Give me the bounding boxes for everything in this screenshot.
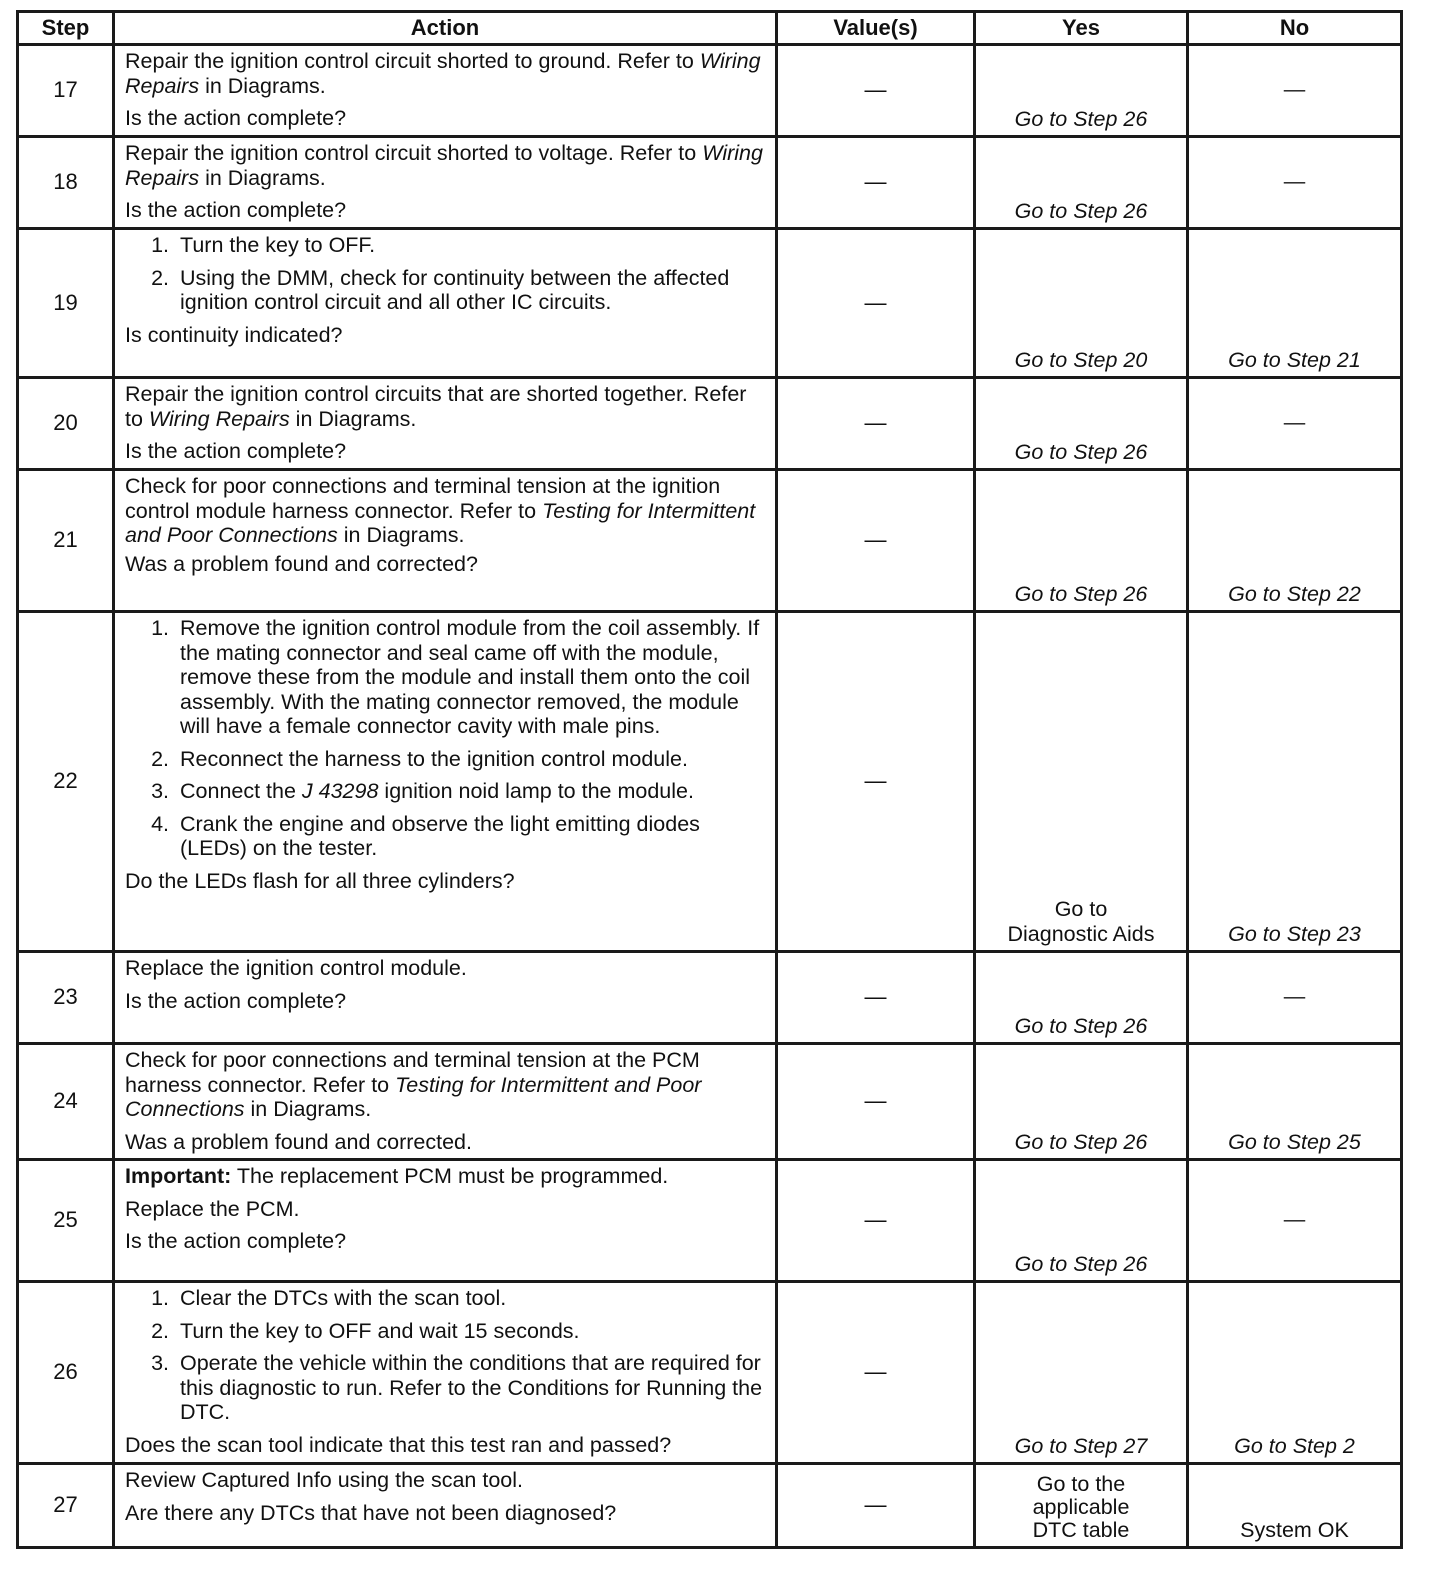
list-item: 2. Reconnect the harness to the ignition control module.: [151, 746, 688, 771]
list-item: 2. Using the DMM, check for continuity between the affected ignition control circuit and all other IC circuits.: [151, 265, 730, 314]
action-question: Do the LEDs flash for all three cylinders?: [125, 868, 515, 893]
action-text: Repair the ignition control circuits that are shorted together. Refer to Wiring Repairs in Diagrams.: [125, 382, 747, 431]
no-cell: Go to Step 23: [1188, 612, 1402, 952]
action-question: Does the scan tool indicate that this test ran and passed?: [125, 1432, 672, 1457]
step-number: 19: [18, 229, 114, 378]
action-question: Is the action complete?: [125, 439, 347, 463]
table-row-step-25: [18, 1160, 1402, 1282]
table-row-step-22: [18, 612, 1402, 952]
action-question: Is the action complete?: [125, 198, 347, 222]
action-cell: [114, 1282, 777, 1464]
no-cell: —: [1188, 137, 1402, 229]
action-text: Check for poor connections and terminal tension at the PCM harness connector. Refer to Testing for Intermittent and Poor Connections in Diagrams.: [125, 1048, 702, 1121]
table-row-step-20: [18, 378, 1402, 470]
header-action: Action: [114, 12, 777, 45]
table-row-step-18: [18, 137, 1402, 229]
value-cell: —: [777, 1160, 975, 1282]
action-cell: [114, 1160, 777, 1282]
important-note: Important: The replacement PCM must be programmed.: [125, 1164, 669, 1188]
step-number: 17: [18, 45, 114, 137]
value-cell: —: [777, 378, 975, 470]
diagnostic-table: [16, 10, 1403, 1549]
list-item: 1. Turn the key to OFF.: [151, 233, 376, 257]
action-cell: [114, 1044, 777, 1160]
tool-reference: J 43298: [301, 779, 379, 803]
step-number: 22: [18, 612, 114, 952]
yes-cell: Go to Step 20: [975, 229, 1188, 378]
action-cell: [114, 612, 777, 952]
yes-cell: Go to Step 27: [975, 1282, 1188, 1464]
step-number: 20: [18, 378, 114, 470]
wiring-repairs-reference: Wiring Repairs: [148, 406, 290, 431]
list-item: 1. Clear the DTCs with the scan tool.: [151, 1286, 507, 1310]
list-item: 3. Operate the vehicle within the conditions that are required for this diagnostic to run. Refer to the Conditions for Running the DTC.: [151, 1351, 763, 1424]
action-text: Repair the ignition control circuit shorted to ground. Refer to Wiring Repairs in Diagrams.: [125, 49, 761, 98]
table-row-step-26: [18, 1282, 1402, 1464]
action-cell: [114, 1464, 777, 1548]
value-cell: —: [777, 1282, 975, 1464]
yes-cell: Go to Step 26: [975, 378, 1188, 470]
step-number: 23: [18, 952, 114, 1044]
value-cell: —: [777, 1044, 975, 1160]
action-text: Replace the ignition control module.: [125, 956, 467, 980]
value-cell: —: [777, 229, 975, 378]
action-cell: [114, 137, 777, 229]
action-question: Is the action complete?: [125, 106, 347, 130]
no-cell: —: [1188, 45, 1402, 137]
action-question: Is the action complete?: [125, 988, 347, 1013]
list-item: 2. Turn the key to OFF and wait 15 seconds.: [151, 1318, 580, 1343]
action-cell: [114, 470, 777, 612]
wiring-repairs-reference: Wiring Repairs: [125, 49, 761, 98]
no-cell: Go to Step 22: [1188, 470, 1402, 612]
no-cell: Go to Step 2: [1188, 1282, 1402, 1464]
yes-cell: Go to the applicable DTC table: [975, 1464, 1188, 1548]
value-cell: —: [777, 470, 975, 612]
action-question: Is the action complete?: [125, 1229, 347, 1253]
list-item: 4. Crank the engine and observe the light emitting diodes (LEDs) on the tester.: [151, 811, 700, 860]
yes-cell: Go to Step 26: [975, 1044, 1188, 1160]
step-number: 25: [18, 1160, 114, 1282]
no-cell: System OK: [1188, 1464, 1402, 1548]
step-number: 24: [18, 1044, 114, 1160]
no-cell: —: [1188, 378, 1402, 470]
action-cell: [114, 45, 777, 137]
yes-cell: Go to Step 26: [975, 137, 1188, 229]
step-number: 27: [18, 1464, 114, 1548]
wiring-repairs-reference: Wiring Repairs: [125, 141, 763, 190]
action-cell: [114, 952, 777, 1044]
no-cell: —: [1188, 952, 1402, 1044]
header-yes: Yes: [975, 12, 1188, 45]
value-cell: —: [777, 612, 975, 952]
action-text: Replace the PCM.: [125, 1196, 300, 1221]
action-question: Are there any DTCs that have not been diagnosed?: [125, 1500, 617, 1525]
step-number: 18: [18, 137, 114, 229]
action-question: Was a problem found and corrected?: [125, 551, 478, 576]
yes-cell: Go to Step 26: [975, 45, 1188, 137]
action-question: Was a problem found and corrected.: [125, 1129, 472, 1154]
no-cell: Go to Step 25: [1188, 1044, 1402, 1160]
table-row-step-21: [18, 470, 1402, 612]
action-cell: [114, 229, 777, 378]
table-row-step-27: [18, 1464, 1402, 1548]
value-cell: —: [777, 1464, 975, 1548]
action-text: Repair the ignition control circuit shorted to voltage. Refer to Wiring Repairs in Diagrams.: [125, 141, 763, 190]
action-text: Review Captured Info using the scan tool.: [125, 1468, 523, 1492]
step-number: 21: [18, 470, 114, 612]
step-number: 26: [18, 1282, 114, 1464]
no-cell: Go to Step 21: [1188, 229, 1402, 378]
diagnostic-table-container: [16, 10, 1400, 1549]
table-row-step-17: [18, 45, 1402, 137]
header-no: No: [1188, 12, 1402, 45]
action-cell: [114, 378, 777, 470]
yes-cell: Go to Diagnostic Aids: [975, 612, 1188, 952]
list-item: 1. Remove the ignition control module from the coil assembly. If the mating connector and seal came off with the module, remove these from the module and install them onto the coil assembly. With the mating connector removed, the module will have a female connector cavity with male pins.: [151, 616, 760, 738]
yes-cell: Go to Step 26: [975, 1160, 1188, 1282]
no-cell: —: [1188, 1160, 1402, 1282]
table-row-step-23: [18, 952, 1402, 1044]
value-cell: —: [777, 137, 975, 229]
action-question: Is continuity indicated?: [125, 322, 343, 347]
list-item: 3. Connect the J 43298 ignition noid lamp to the module.: [151, 779, 694, 803]
header-values: Value(s): [777, 12, 975, 45]
table-row-step-19: [18, 229, 1402, 378]
table-row-step-24: [18, 1044, 1402, 1160]
testing-connections-reference: Testing for Intermittent and Poor Connections: [125, 1072, 702, 1121]
header-step: Step: [18, 12, 114, 45]
yes-cell: Go to Step 26: [975, 952, 1188, 1044]
value-cell: —: [777, 952, 975, 1044]
header-row: [18, 12, 1402, 45]
value-cell: —: [777, 45, 975, 137]
action-text: Check for poor connections and terminal tension at the ignition control module harness connector. Refer to Testing for Intermittent and Poor Connections in Diagrams.: [125, 474, 756, 547]
yes-cell: Go to Step 26: [975, 470, 1188, 612]
testing-connections-reference: Testing for Intermittent and Poor Connections: [125, 498, 756, 547]
